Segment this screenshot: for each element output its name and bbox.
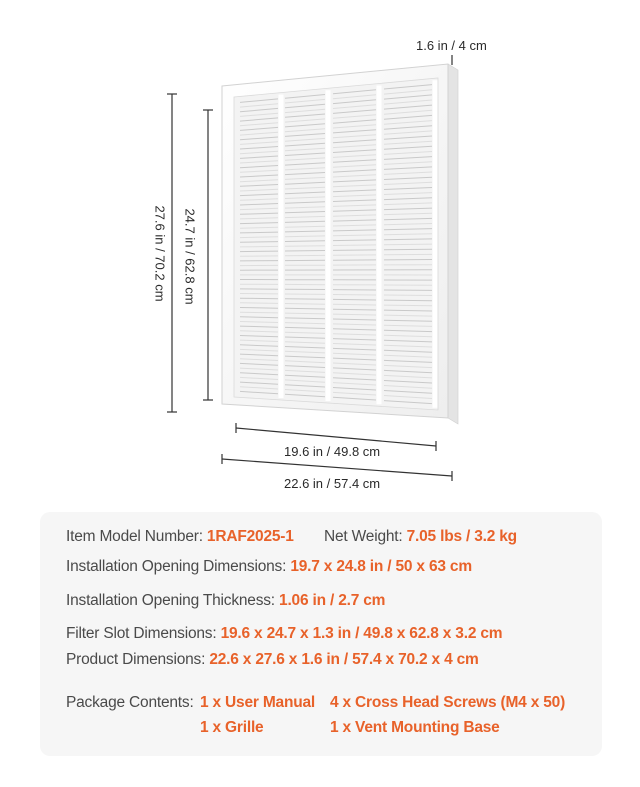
outer-width-dimension-label: 22.6 in / 57.4 cm <box>284 476 381 491</box>
filter-slot-label: Filter Slot Dimensions: <box>66 625 217 642</box>
opening-dimensions-value: 19.7 x 24.8 in / 50 x 63 cm <box>290 558 472 575</box>
product-dimensions-value: 22.6 x 27.6 x 1.6 in / 57.4 x 70.2 x 4 cm <box>209 651 479 668</box>
package-item: 1 x User Manual <box>200 694 316 711</box>
net-weight-row <box>324 528 517 546</box>
outer-height-dimension-label: 27.6 in / 70.2 cm <box>152 205 168 302</box>
opening-thickness-row <box>66 592 385 610</box>
net-weight-value: 7.05 lbs / 3.2 kg <box>406 528 517 545</box>
opening-dimensions-row <box>66 558 472 576</box>
depth-dimension-label: 1.6 in / 4 cm <box>416 38 487 53</box>
filter-slot-value: 19.6 x 24.7 x 1.3 in / 49.8 x 62.8 x 3.2 cm <box>220 625 503 642</box>
inner-width-dimension-label: 19.6 in / 49.8 cm <box>284 444 381 459</box>
product-dimensions-label: Product Dimensions: <box>66 651 206 668</box>
package-item: 1 x Grille <box>200 719 264 736</box>
item-model-value: 1RAF2025-1 <box>206 528 294 545</box>
product-dimensions-row <box>66 651 479 669</box>
opening-thickness-value: 1.06 in / 2.7 cm <box>279 592 386 609</box>
package-item: 4 x Cross Head Screws (M4 x 50) <box>330 694 566 711</box>
net-weight-label: Net Weight: <box>324 528 403 545</box>
item-model-label: Item Model Number: <box>66 528 203 545</box>
package-item: 1 x Vent Mounting Base <box>330 719 500 736</box>
item-model-row <box>66 528 294 546</box>
package-contents-label-row <box>66 694 194 712</box>
filter-slot-row <box>66 625 502 643</box>
specifications-card <box>40 512 602 756</box>
opening-thickness-label: Installation Opening Thickness: <box>66 592 275 609</box>
inner-height-dimension-label: 24.7 in / 62.8 cm <box>182 208 198 305</box>
package-contents-label: Package Contents: <box>66 694 194 711</box>
opening-dimensions-label: Installation Opening Dimensions: <box>66 558 287 575</box>
